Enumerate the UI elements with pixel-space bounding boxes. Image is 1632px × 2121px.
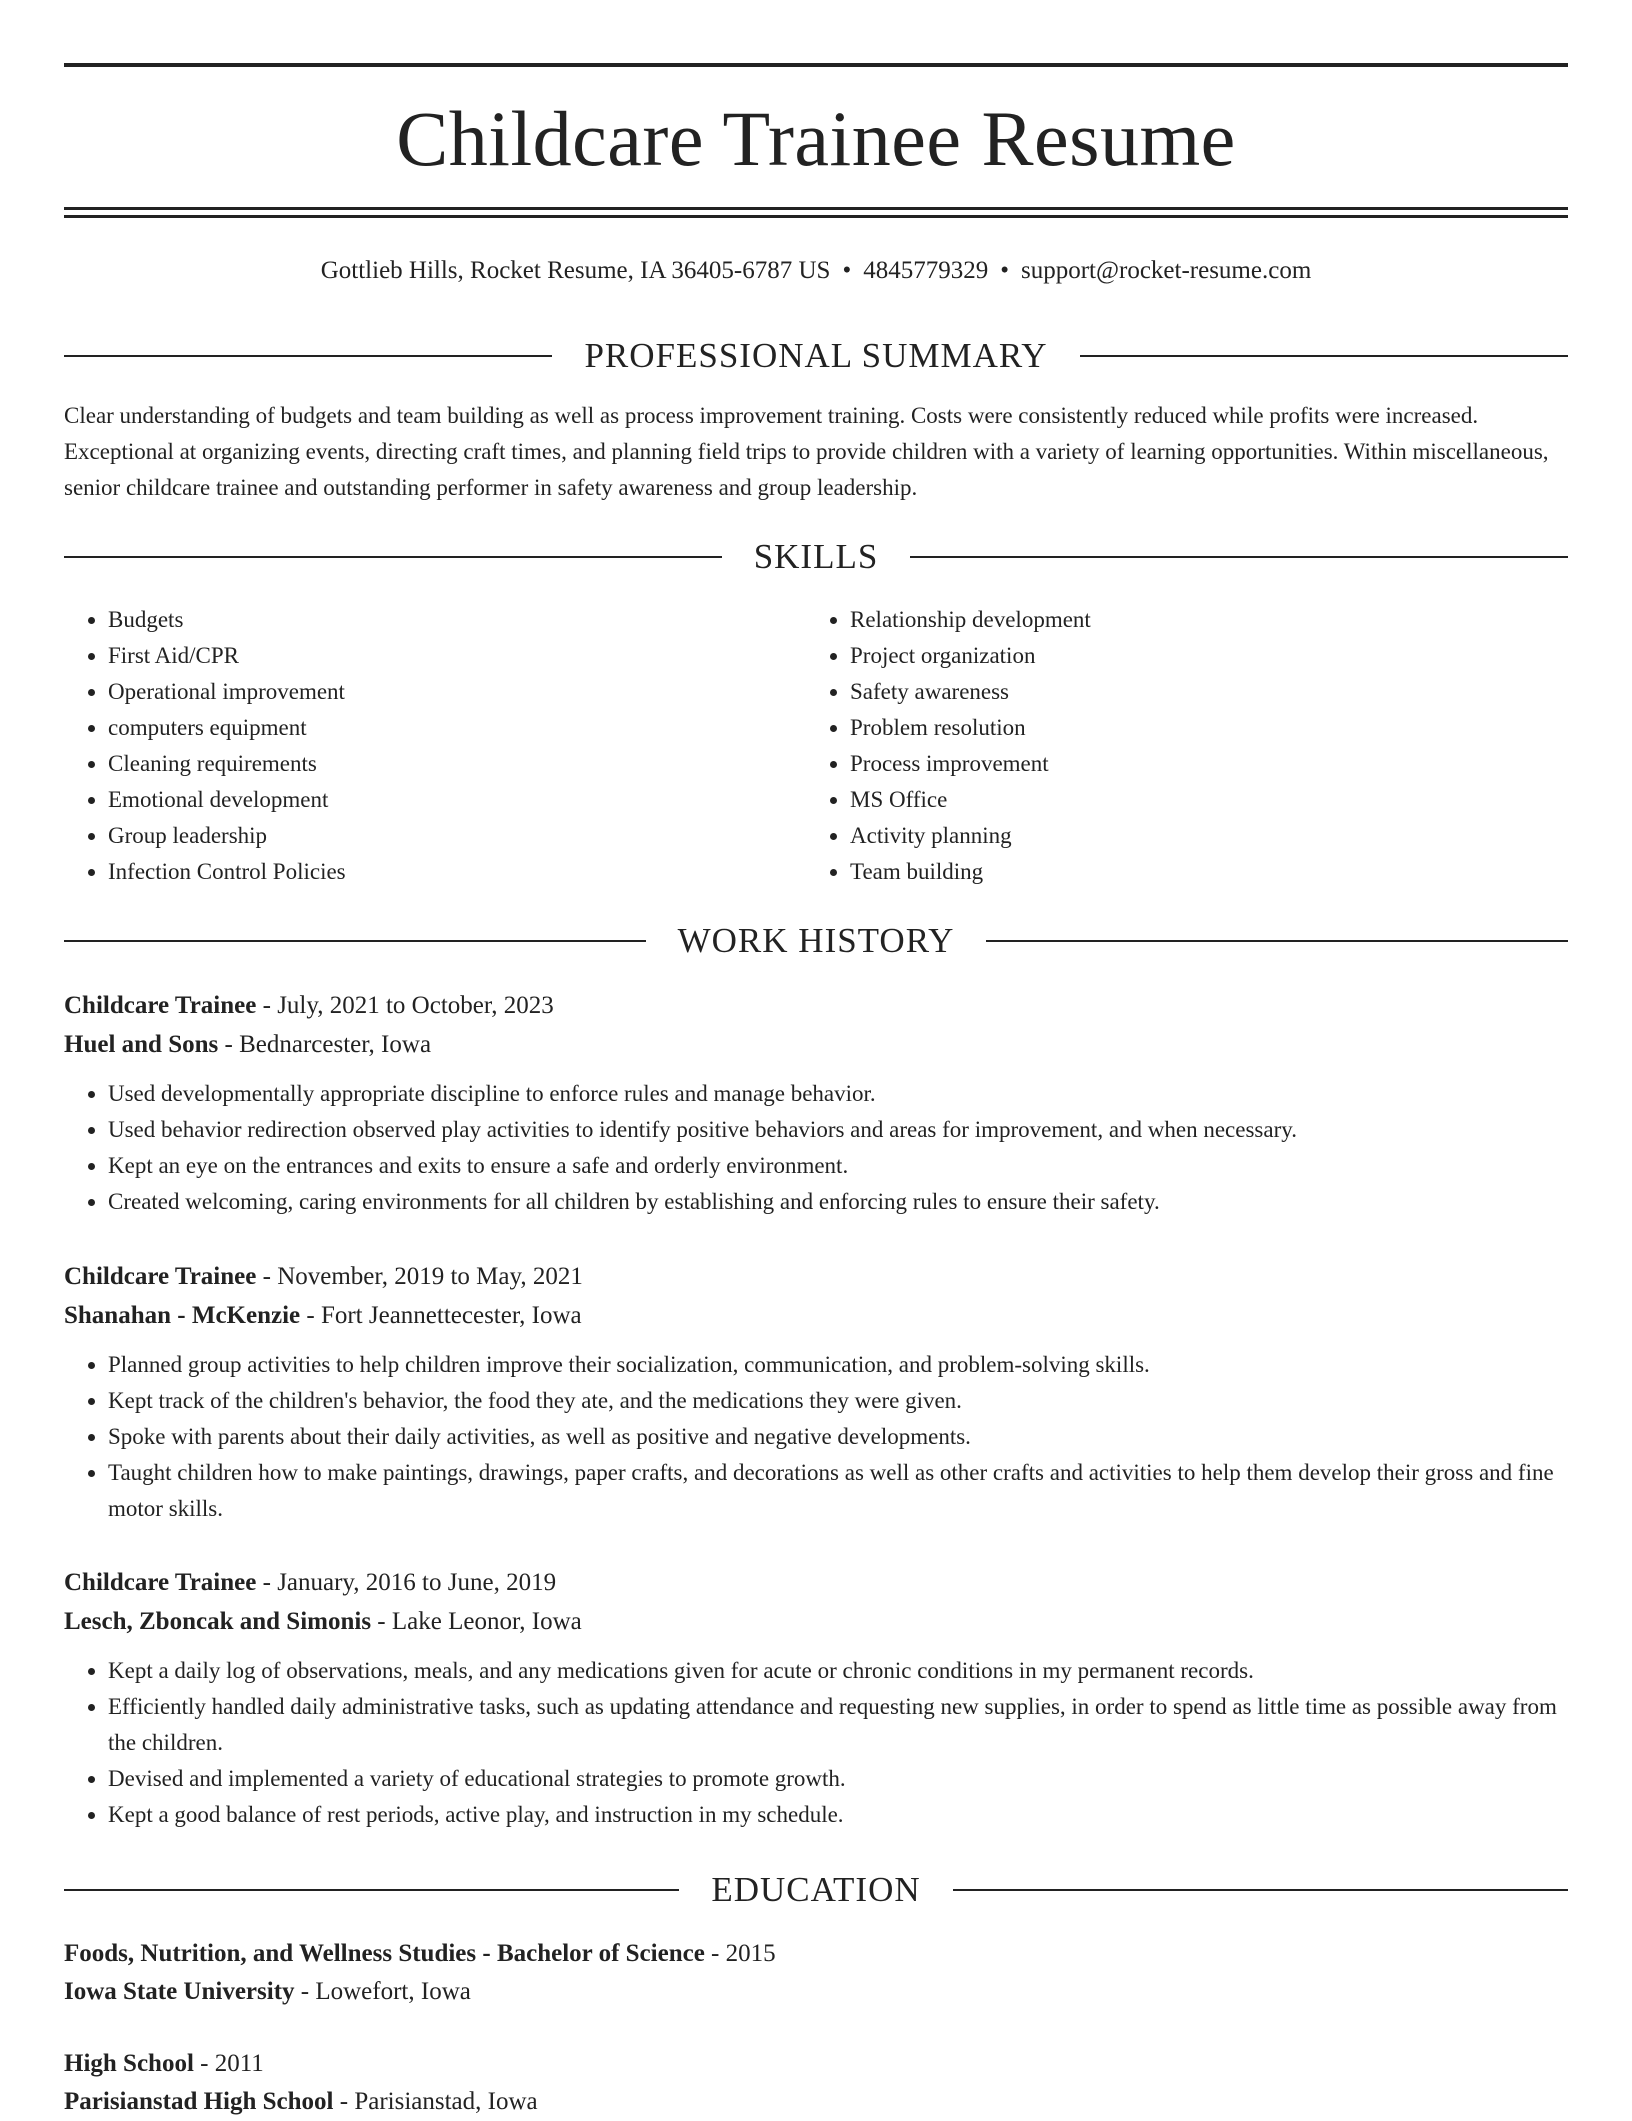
section-rule — [910, 556, 1568, 558]
skills-heading: SKILLS — [753, 537, 879, 576]
job-bullet: • Kept an eye on the entrances and exits to ensure a safe and orderly environment. — [108, 1148, 1568, 1184]
job-bullet: • Used developmentally appropriate discipline to enforce rules and manage behavior. — [108, 1076, 1568, 1112]
work-entry — [64, 1257, 1568, 1527]
job-bullet: • Kept a daily log of observations, meals, and any medications given for acute or chronic conditions in my permanent records. — [108, 1653, 1568, 1689]
job-bullets — [64, 1347, 1568, 1527]
job-location: Lake Leonor, Iowa — [391, 1608, 582, 1635]
contact-email: support@rocket-resume.com — [1020, 257, 1312, 284]
job-title-line: Childcare Trainee - November, 2019 to May, 2021 — [64, 1263, 583, 1290]
contact-line — [64, 255, 1568, 287]
work-entry — [64, 1563, 1568, 1833]
job-location: Fort Jeannettecester, Iowa — [320, 1302, 582, 1329]
job-company-line: Huel and Sons - Bednarcester, Iowa — [64, 1031, 432, 1058]
job-bullets — [64, 1653, 1568, 1833]
contact-separator: • — [842, 257, 852, 284]
section-rule — [64, 355, 552, 357]
job-title-line: Childcare Trainee - July, 2021 to October, 2023 — [64, 992, 554, 1019]
skill-item: • Safety awareness — [850, 674, 1568, 710]
education-school: Iowa State University — [64, 1978, 295, 2005]
skill-item: • Emotional development — [108, 782, 806, 818]
education-heading: EDUCATION — [711, 1870, 921, 1909]
job-bullet: • Created welcoming, caring environments for all children by establishing and enforcing rules to ensure their safety. — [108, 1184, 1568, 1220]
job-bullet: • Kept track of the children's behavior, the food they ate, and the medications they were given. — [108, 1383, 1568, 1419]
work-heading: WORK HISTORY — [677, 921, 955, 960]
job-bullet: • Planned group activities to help children improve their socialization, communication, and problem-solving skills. — [108, 1347, 1568, 1383]
education-degree-line: Foods, Nutrition, and Wellness Studies - Bachelor of Science - 2015 — [64, 1940, 776, 1967]
job-bullet: • Spoke with parents about their daily activities, as well as positive and negative developments. — [108, 1419, 1568, 1455]
resume-title: Childcare Trainee Resume — [396, 95, 1236, 182]
education-school: Parisianstad High School — [64, 2088, 334, 2115]
education-school-line: Iowa State University - Lowefort, Iowa — [64, 1978, 471, 2005]
contact-phone: 4845779329 — [863, 257, 989, 284]
skill-item: • Process improvement — [850, 746, 1568, 782]
job-dates: January, 2016 to June, 2019 — [277, 1569, 557, 1596]
job-dates: July, 2021 to October, 2023 — [277, 992, 554, 1019]
skills-column-right — [806, 602, 1568, 890]
job-bullet: • Devised and implemented a variety of educational strategies to promote growth. — [108, 1761, 1568, 1797]
education-degree: High School — [64, 2050, 194, 2077]
skill-item: • Project organization — [850, 638, 1568, 674]
job-dates: November, 2019 to May, 2021 — [277, 1263, 583, 1290]
education-entry — [64, 1935, 1568, 2011]
section-rule — [64, 556, 722, 558]
skill-item: • Team building — [850, 854, 1568, 890]
job-company-line: Shanahan - McKenzie - Fort Jeannettecester, Iowa — [64, 1302, 582, 1329]
skill-item: • Problem resolution — [850, 710, 1568, 746]
section-rule — [986, 940, 1568, 942]
contact-separator: • — [1000, 257, 1009, 284]
job-company: Huel and Sons — [64, 1031, 219, 1058]
skill-item: • Group leadership — [108, 818, 806, 854]
education-year: 2011 — [214, 2050, 264, 2077]
job-title: Childcare Trainee — [64, 1569, 257, 1596]
skill-item: • Infection Control Policies — [108, 854, 806, 890]
education-section-header — [64, 1870, 1568, 1910]
skill-item: • Activity planning — [850, 818, 1568, 854]
title-underline-rule-second — [64, 215, 1568, 218]
summary-section-header — [64, 336, 1568, 376]
job-bullet: • Used behavior redirection observed play activities to identify positive behaviors and areas for improvement, and when necessary. — [108, 1112, 1568, 1148]
section-rule — [1080, 355, 1568, 357]
section-rule — [64, 1889, 679, 1891]
job-bullet: • Efficiently handled daily administrative tasks, such as updating attendance and requesting new supplies, in order to spend as little time as possible away from the children. — [108, 1689, 1568, 1761]
skills-section-header — [64, 537, 1568, 577]
education-location: Parisianstad, Iowa — [354, 2088, 538, 2115]
education-degree: Foods, Nutrition, and Wellness Studies - Bachelor of Science — [64, 1940, 705, 1967]
education-year: 2015 — [725, 1940, 776, 1967]
skill-item: • Operational improvement — [108, 674, 806, 710]
job-title-line: Childcare Trainee - January, 2016 to June, 2019 — [64, 1569, 557, 1596]
skill-item: • Cleaning requirements — [108, 746, 806, 782]
skill-item: • MS Office — [850, 782, 1568, 818]
job-bullet: • Kept a good balance of rest periods, active play, and instruction in my schedule. — [108, 1797, 1568, 1833]
job-bullet: • Taught children how to make paintings, drawings, paper crafts, and decorations as well as other crafts and activities to help them develop their gross and fine motor skills. — [108, 1455, 1568, 1527]
top-rule — [64, 63, 1568, 67]
contact-address: Gottlieb Hills, Rocket Resume, IA 36405-6787 US — [320, 257, 831, 284]
job-title: Childcare Trainee — [64, 992, 257, 1019]
skill-item: • First Aid/CPR — [108, 638, 806, 674]
skill-item: • computers equipment — [108, 710, 806, 746]
work-section-header — [64, 921, 1568, 961]
summary-heading: PROFESSIONAL SUMMARY — [584, 336, 1048, 375]
title-underline-rule — [64, 207, 1568, 210]
skill-item: • Budgets — [108, 602, 806, 638]
skill-item: • Relationship development — [850, 602, 1568, 638]
skills-list — [64, 602, 1568, 890]
education-degree-line: High School - 2011 — [64, 2050, 264, 2077]
job-location: Bednarcester, Iowa — [239, 1031, 432, 1058]
job-company: Shanahan - McKenzie — [64, 1302, 301, 1329]
job-company: Lesch, Zboncak and Simonis — [64, 1608, 372, 1635]
skills-column-left — [64, 602, 806, 890]
section-rule — [64, 940, 646, 942]
work-entry — [64, 986, 1568, 1220]
job-title: Childcare Trainee — [64, 1263, 257, 1290]
education-location: Lowefort, Iowa — [315, 1978, 471, 2005]
job-company-line: Lesch, Zboncak and Simonis - Lake Leonor, Iowa — [64, 1608, 582, 1635]
summary-text: Clear understanding of budgets and team building as well as process improvement training. Costs were consistently reduced while profits were increased. Exceptional at organizing events, directing craft times, and planning field trips to provide children with a variety of learning opportunities. Within miscellaneous, senior childcare trainee and outstanding performer in safety awareness and group leadership. — [64, 403, 1549, 500]
section-rule — [953, 1889, 1568, 1891]
education-school-line: Parisianstad High School - Parisianstad, Iowa — [64, 2088, 538, 2115]
job-bullets — [64, 1076, 1568, 1220]
education-entry — [64, 2045, 1568, 2121]
